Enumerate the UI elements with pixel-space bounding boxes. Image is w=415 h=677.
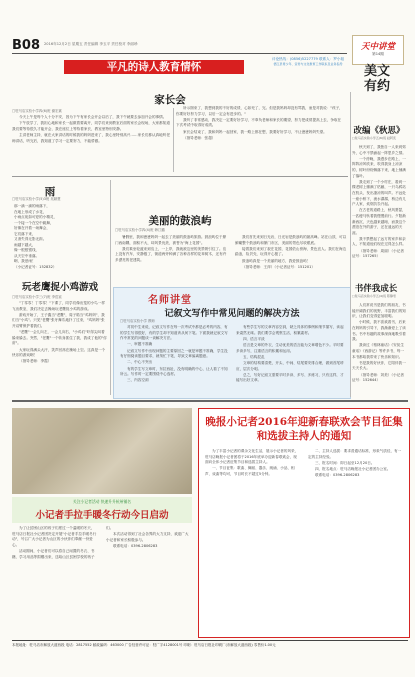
paragraph: 文章的结构要清楚，开头、中间、结尾要安排合理，做到首尾呼应，层次分明。 — [236, 360, 344, 371]
paragraph: 那一滴一滴的雨落下， — [14, 204, 50, 208]
notice-body — [205, 449, 403, 633]
section-divider-lower — [12, 400, 408, 402]
page-number: B08 — [12, 38, 40, 53]
section-divider — [12, 176, 348, 177]
paragraph: 我读过《格林童话》《安徒生童话》《西游记》等许多书，每一本书都给我带来了快乐和知识。 — [352, 343, 405, 359]
paragraph: 四、报名地点：驻马店晚报社小记者团办公室。 — [315, 466, 391, 471]
paragraph: 所示图来了，我想到我的不好的成绩，心如死了，完。但是我妈妈却没有骂我，而是对我说："孩子，你要好好努力学习，以后一定会有进步的。" — [176, 106, 343, 116]
paragraph: 二、中心不突出 — [127, 360, 153, 365]
paragraph: 我不禁想起了远方的家乡和亲人，不知道他们现在过得怎么样。 — [352, 236, 406, 247]
paragraph: （指导老师：王萍）（小记者证号：151201） — [242, 264, 316, 269]
banner-title: 平凡的诗人教育情怀 — [106, 61, 202, 73]
paragraph: （指导老师：周丽）（小记者证号：157265） — [352, 248, 404, 259]
paragraph: （指导老师：刘美）（小记者证号：152644） — [352, 372, 404, 383]
paragraph: 我走到了一个小村庄，看到一棵老树上缠满了枯藤，一只乌鸦站在枝头，发出凄凉的叫声。不远处一座小桥下，流水潺潺，桥边有几户人家，炊烟袅袅升起。 — [352, 179, 406, 207]
header-rule — [12, 53, 347, 54]
lecture-title: 记叙文写作中常见问题的解决方法 — [164, 309, 300, 319]
logo-subtitle: 第14期 — [372, 52, 384, 56]
banner-subtitle-2: 德江县青少年、宣传与文化教育工作联系及业务指导 — [273, 62, 343, 66]
notice-title — [203, 415, 405, 443]
paragraph: （小记者证号：152832） — [14, 264, 57, 269]
paragraph: 鼓浪屿真是一个美丽的地方，我爱鼓浪屿！ — [242, 258, 311, 263]
green-kicker: 关注小记者活动 快速升升杭州铺名 — [72, 499, 132, 504]
paragraph: 家长会结束了，我和妈妈一起回家，我一路上都在想，我要好好学习，不让爸爸妈妈失望。 — [183, 129, 327, 134]
byline-game: □驻马店实验小学三(7)班 李语宸 — [12, 295, 62, 299]
paragraph: 一、审题不准确 — [127, 342, 153, 347]
photo-group — [12, 408, 192, 494]
paragraph: 二、主持人选拔：要求普通话标准，形象气质佳，有一定的主持经验。 — [308, 449, 402, 459]
paragraph: 三、报名时间：即日起至12月20日。 — [315, 460, 375, 465]
paragraph: 我们乘坐轮渡来到岛上，一上岸，我就被这里的美景吸引住了。岛上没有汽车，安静极了，街道两旁种满了各种各样的花草树木，还有许多漂亮的老建筑。 — [115, 246, 227, 262]
section-name: 美文 有约 — [363, 64, 390, 94]
paragraph: 它们落下来， — [14, 231, 36, 236]
banner-subtitle: 评论热线：(0856)5227779 联系人：罗小姐 — [271, 57, 345, 61]
lecture-kicker: 名师讲堂 — [148, 295, 192, 306]
poem-rain — [14, 204, 104, 272]
paragraph: 一个傍晚，我漫步在路上，一阵阵凉风吹来，吹得我身上凉凉的，树叶纷纷飘落下来，地上铺满了落叶。 — [352, 156, 406, 178]
article-title-rain: 雨 — [44, 186, 56, 198]
article-title-drum: 美丽的鼓浪屿 — [148, 215, 212, 227]
paragraph: 总之，写好记叙文需要平时多读、多写、多练习，只有这样，才能写出好文章。 — [236, 372, 344, 383]
byline-drum: □驻马店实验小学四(4)班 韩江璐 — [115, 228, 165, 232]
article-body-family — [12, 115, 170, 173]
byline-family: □驻马店实验小学四(6)班 谢宏斌 — [12, 109, 62, 113]
paragraph: 为了让贫困山区的孩子们度过一个温暖的冬天，驻马店日报社小记者团决定开展"小记者手拉手暖冬行动"，号召广大小记者为山区的小伙伴们奉献一份爱心。 — [12, 526, 97, 547]
header-banner — [64, 60, 244, 74]
green-title: 小记者手拉手暖冬行动今日启动 — [35, 510, 169, 521]
paragraph: 对初中生来说，记叙文写作在每一次考试中都是必考的内容，有的学生写得很好，有的学生却不知道该从何下笔。下面我就记叙文写作中常见的问题谈一谈解决方法。 — [120, 325, 228, 341]
paragraph: 为了丰富小记者的课余文化生活，展示小记者的风采，驻马店晚报小记者团将于2016年底举办迎新春联欢会，现面向全体小记者征集节目和选拔主持人。 — [205, 449, 299, 465]
paragraph: 我们首先来到日光岩，日光岩是鼓浪屿的最高峰。站在山顶，可以俯瞰整个鼓浪屿和厦门市区，美丽的景色尽收眼底。 — [235, 235, 347, 245]
column-logo — [352, 35, 404, 65]
paragraph: （指导老师：张超） — [183, 135, 216, 140]
paragraph: 本次活动得到了社会各界的大力支持，欢迎广大小记者和家长积极参与。 — [106, 532, 189, 542]
article-body-drum — [115, 235, 347, 283]
green-banner — [12, 497, 192, 523]
column-divider-left — [110, 180, 111, 395]
paragraph: 小时候，我不喜欢看书，后来在妈妈的引导下，我渐渐爱上了读书。书中有趣的故事深深地吸引着我。 — [352, 320, 406, 342]
notice-box — [198, 408, 410, 638]
article-body-game — [12, 301, 108, 396]
paragraph: （指导老师：李霞） — [19, 359, 52, 364]
paragraph: 人们常说书是我们的朋友，书能开阔我们的视野，丰富我们的知识，让我们变得更加聪明。 — [352, 303, 406, 319]
logo-text: 天中讲堂 — [360, 42, 395, 52]
lecture-box — [113, 287, 351, 399]
paragraph: 联系电话：0396-2806283 — [113, 543, 158, 548]
paragraph: 游戏开始了，王子鑫当"老鹰"，周子皓当"鸡妈妈"，我们当"小鸡"。只见"老鹰"张牙舞爪地扑了过来，"鸡妈妈"张开双臂保护着我们。 — [12, 312, 105, 328]
paragraph: 主讲老师主持，就在大家讲话的时候我的妈妈进来了，我心里特别高兴……家长们都认真地听老师讲话，听完后，我知道了学习一定要努力，不能骄傲。 — [12, 132, 170, 143]
lecture-body — [120, 325, 344, 395]
paragraph: 有的学生写文章时，东拉西扯，没有明确的中心，让人看了不知所云。写作时一定要围绕中心选材。 — [120, 366, 228, 377]
paragraph: 在地上形成了水花， — [14, 209, 47, 214]
article-body-autumn — [352, 145, 406, 275]
paragraph: 活动期间，小记者们可以将自己闲置的冬衣、书籍、学习用品等捐赠出来，送给山区贫困学校的孩子们。 — [12, 526, 114, 559]
article-body-family-2 — [176, 106, 344, 172]
paragraph: 下午放学了，我担心地和家长一起做着要离开，同学们来到教室后面的家长会现场，大家都知道我们要等待很久才能开会，我在座位上等待着家长，教室里特别安静。 — [12, 121, 170, 131]
paragraph: 好像在开着一场舞会， — [14, 226, 50, 230]
paragraph: 有些学生写的文章内容空洞，缺乏具体的事例和细节描写，读起来索然无味。我们要学会观察生活，积累素材。 — [236, 325, 344, 335]
paragraph: 一、节目征集：歌曲、舞蹈、器乐、朗诵、小品、相声、戏曲等均可，节目时长不超过5分钟。 — [205, 466, 295, 476]
paragraph: 四、语言平淡 — [243, 336, 265, 341]
paragraph: 大家玩得满头大汗，笑声回荡在操场上空。这真是一个快乐的游戏啊！ — [12, 347, 106, 358]
article-title-autumn: 改编《秋思》 — [353, 126, 405, 136]
paragraph: 接着我们来到了菽庄花园，花园依山傍海，景色宜人。我们在海边踏浪，捡贝壳，玩得开心极了。 — [235, 246, 347, 257]
lecture-byline: □驻马店实验小学 教师 — [120, 319, 155, 323]
paragraph: 今天上午是每个人十分不安，因为下午有家长会开会以后了，我下午就要去参加开会的事情。 — [19, 115, 167, 119]
byline-grow: □驻马店实验小学五(4)班 陈静雯 — [352, 294, 397, 298]
paragraph: 在古老的道路上，秋风萧瑟，一匹瘦马驮着我慢慢前行。夕阳渐渐西沉，天色越来越暗，而我这个漂泊在外的游子，还在遥远的天涯。 — [352, 208, 406, 235]
paragraph: "丁零零！丁零零！"下课了，同学们像出笼的小鸟一样飞出教室，我们决定去操场玩老鹰捉小鸡的游戏。 — [12, 301, 105, 311]
article-body-green — [12, 526, 192, 634]
paragraph: 书是我的好伙伴，它陪伴我一天天长大。 — [352, 360, 406, 371]
paragraph: 啊，我爱雨！ — [14, 259, 36, 263]
byline-rain: □驻马店实验小学(5)3班 吴颖慧 — [12, 197, 61, 201]
paragraph: 记叙文写作中出现问题的主要原因之一就是审题不准确，学生没有仔细阅读题目要求，就匆忙下笔，导致文章偏离题意。 — [120, 348, 228, 359]
paragraph: 我听了非常感动，我决定一定要好好学习，不辜负老师和家长的期望，努力把成绩提高上去，争取在下次考试中取得好成绩。 — [176, 117, 342, 128]
banner-info — [268, 57, 348, 67]
paragraph: 又消失得无影无踪。 — [14, 237, 47, 241]
article-title-game: 玩老鹰捉小鸡游戏 — [21, 282, 98, 293]
paragraph: 从天空中垂落。 — [14, 253, 40, 258]
paragraph: 语言是文章的外衣，生动优美的语言能为文章增色不少。平时要多读多写，注重语言的积累和运用。 — [236, 342, 344, 353]
paragraph: 一个接一个在空中跳舞， — [14, 220, 54, 225]
notice-title-text: 晚报小记者2016年迎新春联欢会节目征集和选拔主持人的通知 — [205, 416, 403, 442]
paragraph: "老鹰"一会儿向左，一会儿向右，"小鸡们"吓得尖叫着躲来躲去。突然，"老鹰"一个转身抓住了我，我成了他的"俘虏"。 — [12, 330, 107, 346]
article-title-grow: 书伴我成长 — [354, 284, 398, 294]
paragraph: 秋天到了，我独自一人来到郊外，心中不禁涌起一阵思乡之情。 — [352, 145, 406, 155]
article-body-grow — [352, 303, 406, 395]
footer-rule — [12, 640, 408, 641]
article-title-family: 家长会 — [154, 94, 186, 106]
dateline: 2016年12月2日 星期五 责任编辑 李玉平 责任校对 李丽珍 — [44, 42, 138, 46]
footer-info: 本报地址：驻马店市解放大道西段 电话：2817552 邮政编码：463000 广告经营许可证：驻广字4128001号 印刷：驻马店日报社印刷厂(市解放大道西段) 零售价1.00元 — [12, 643, 276, 647]
column-divider-right — [350, 92, 351, 397]
paragraph: 五、结构混乱 — [243, 354, 265, 359]
paragraph: 雨越下越大， — [14, 242, 36, 247]
paragraph: 三、内容空洞 — [127, 378, 149, 383]
byline-autumn: □驻马店实验小学五(6)班 赵阿奕 — [352, 136, 397, 140]
paragraph: 像一根根银线， — [14, 248, 40, 252]
column-divider — [173, 108, 174, 172]
paragraph: 暑假里，我和爸爸妈妈一起去了美丽的鼓浪屿旅游。鼓浪屿位于厦门西南隅，面积不大，却风景优美，被誉为"海上花园"。 — [115, 235, 227, 245]
paragraph: 联系电话：0396-2806283 — [315, 473, 360, 478]
paragraph: 小雨点宛如可爱的小精灵， — [14, 215, 58, 219]
